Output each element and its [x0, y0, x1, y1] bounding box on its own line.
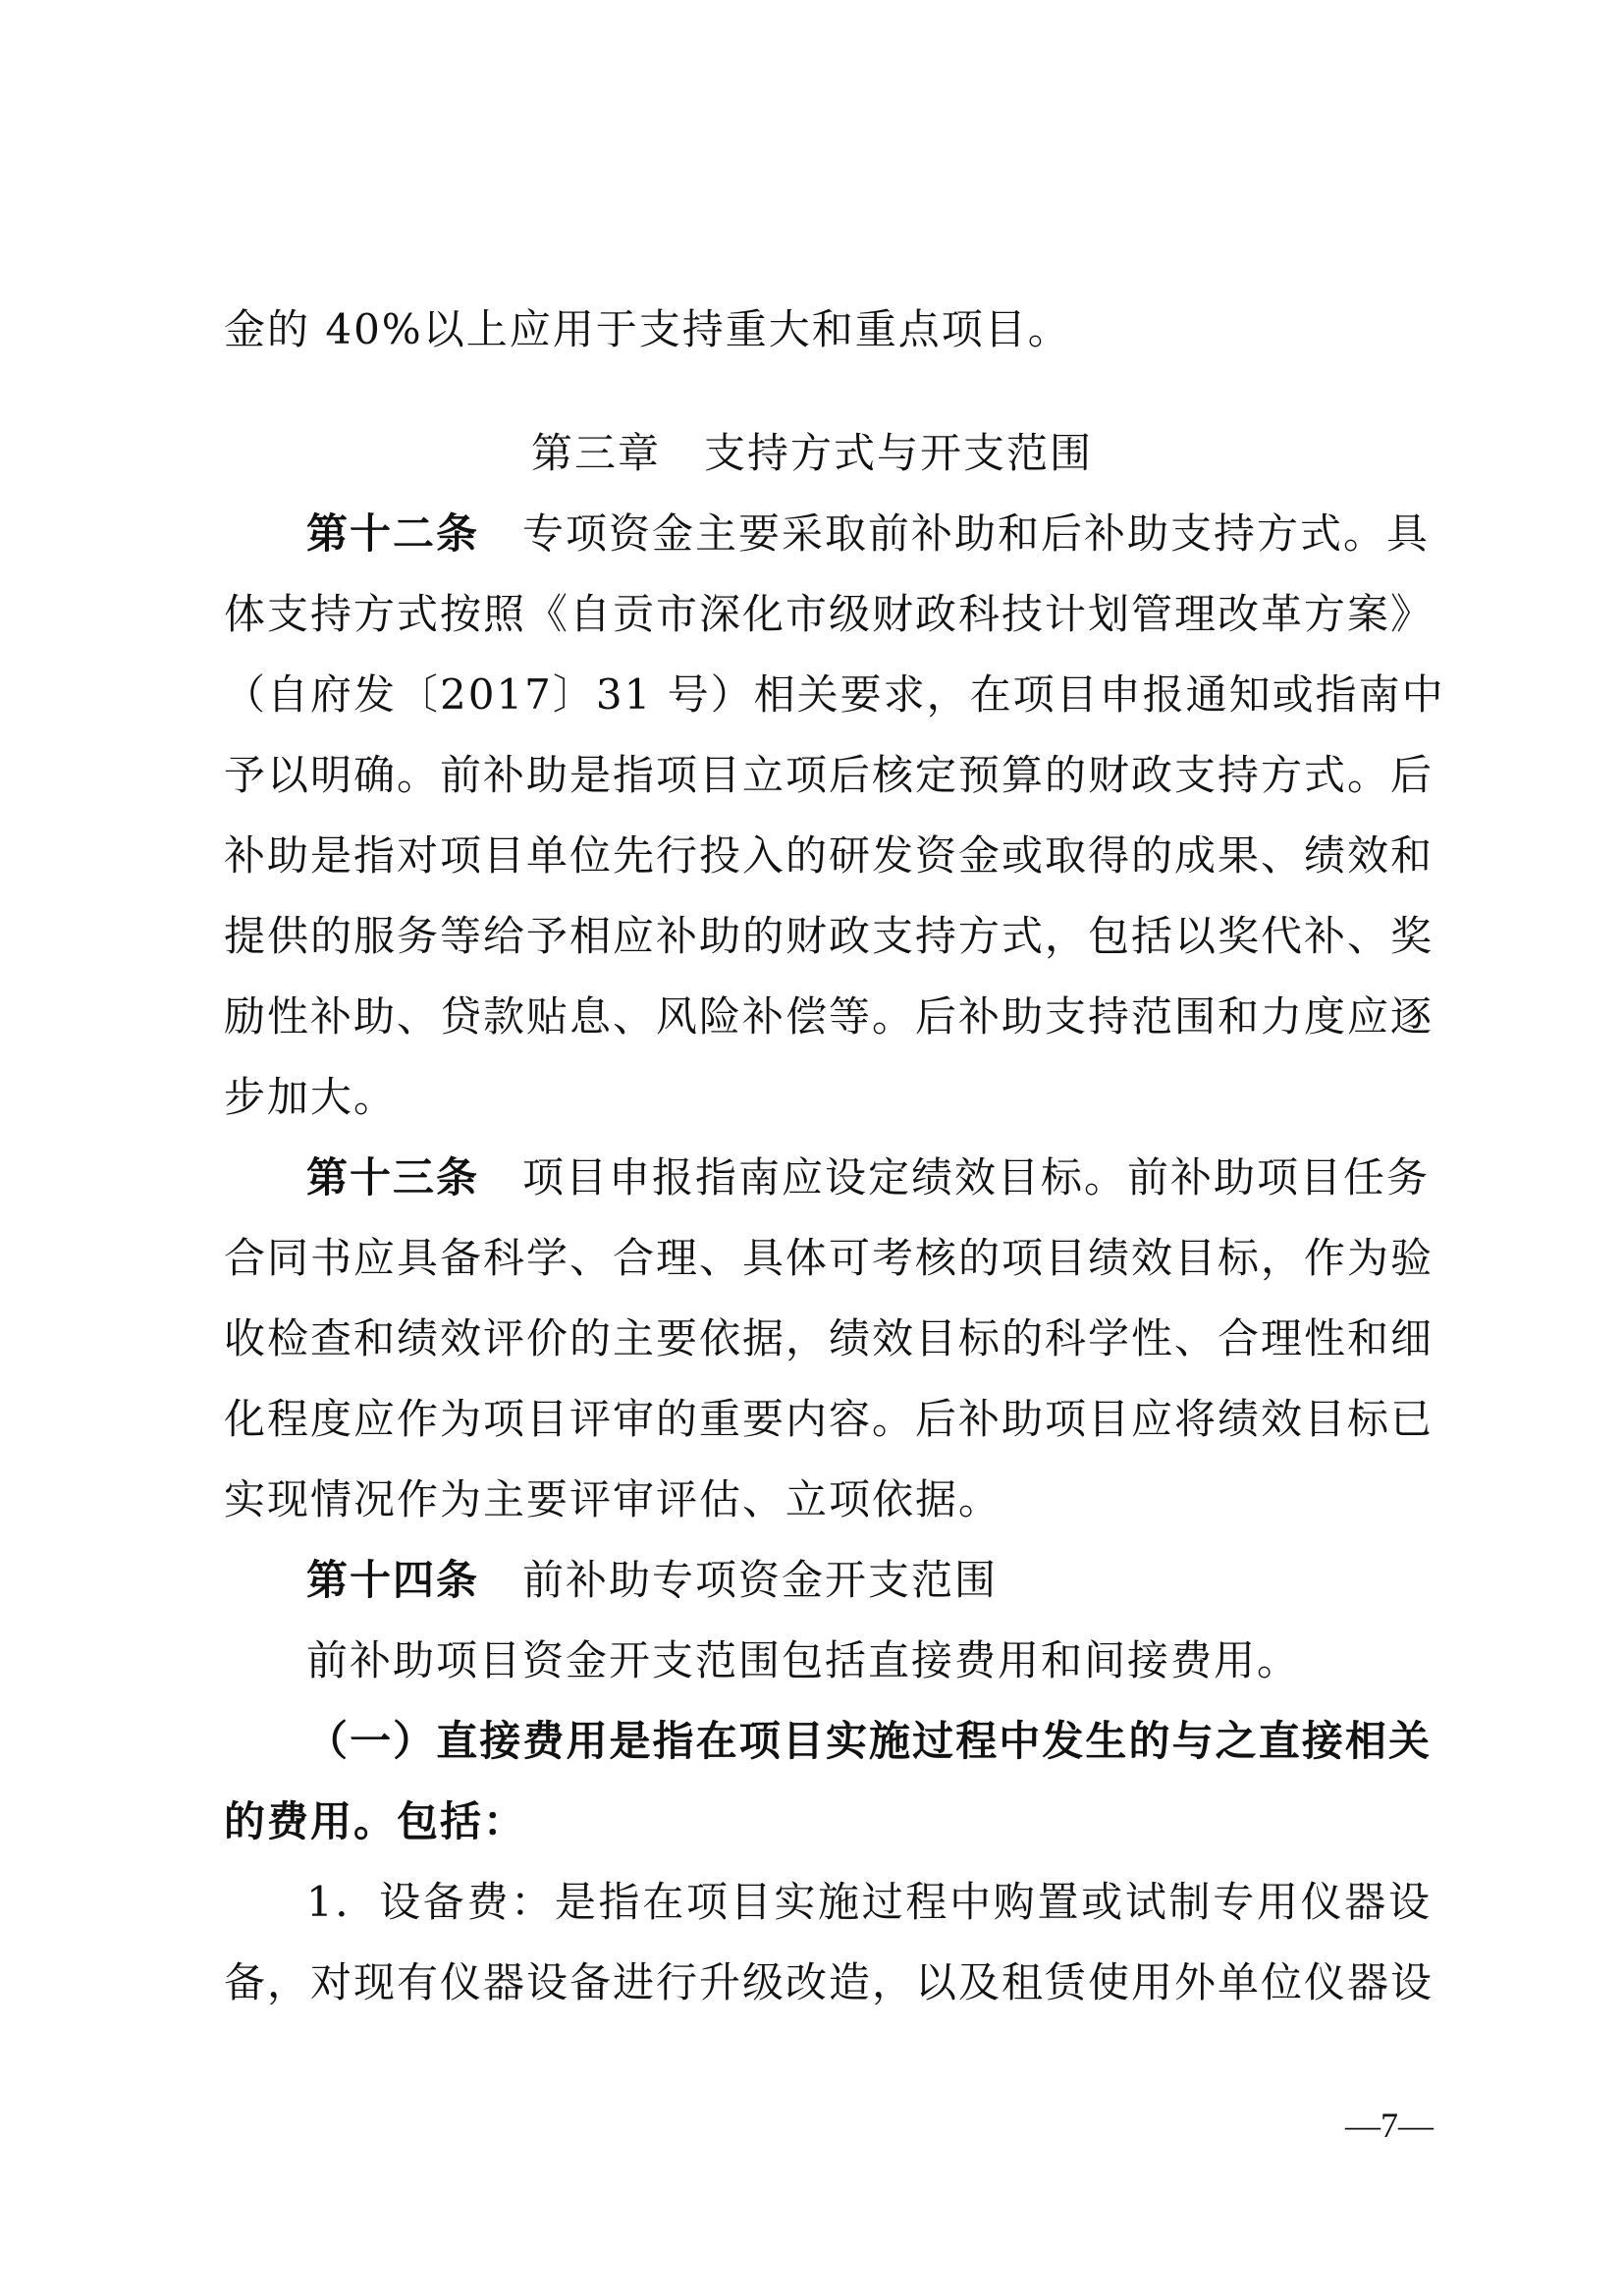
article-12-first-line	[306, 505, 1432, 563]
article-12-heading: 第十二条	[306, 509, 480, 558]
paragraph-line: 实现情况作为主要评审评估、立项依据。	[224, 1475, 1002, 1523]
paragraph-line: 金的 40%以上应用于支持重大和重点项目。	[224, 305, 1071, 353]
paragraph-line: 补助是指对项目单位先行投入的研发资金或取得的成果、绩效和	[224, 831, 1435, 880]
article-14-text: 前补助专项资金开支范围	[522, 1556, 999, 1604]
paragraph-line: 化程度应作为项目评审的重要内容。后补助项目应将绩效目标已	[224, 1395, 1435, 1443]
paragraph-line: 收检查和绩效评价的主要依据，绩效目标的科学性、合理性和细	[224, 1314, 1435, 1362]
page-number: —7—	[1345, 2106, 1434, 2145]
paragraph-line: 励性补助、贷款贴息、风险补偿等。后补助支持范围和力度应逐	[224, 992, 1435, 1041]
paragraph-line: 备，对现有仪器设备进行升级改造，以及租赁使用外单位仪器设	[224, 1958, 1435, 2006]
article-14-first-line	[306, 1551, 1432, 1610]
article-14-heading: 第十四条	[306, 1556, 480, 1604]
paragraph-line: （自府发〔2017〕31 号）相关要求，在项目申报通知或指南中	[224, 670, 1445, 719]
article-13-heading: 第十三条	[306, 1153, 480, 1201]
paragraph-line: 提供的服务等给予相应补助的财政支持方式，包括以奖代补、奖	[224, 912, 1435, 960]
paragraph-line: 体支持方式按照《自贡市深化市级财政科技计划管理改革方案》	[224, 590, 1435, 638]
paragraph-line: 合同书应具备科学、合理、具体可考核的项目绩效目标，作为验	[224, 1234, 1435, 1282]
article-13-first-line	[306, 1148, 1432, 1207]
article-13-text: 项目申报指南应设定绩效目标。前补助项目任务	[522, 1153, 1431, 1201]
subsection-heading-line: 的费用。包括：	[224, 1797, 527, 1845]
article-12-text: 专项资金主要采取前补助和后补助支持方式。具	[522, 509, 1431, 558]
list-item-line: 1．设备费：是指在项目实施过程中购置或试制专用仪器设	[306, 1878, 1432, 1926]
paragraph-line: 予以明确。前补助是指项目立项后核定预算的财政支持方式。后	[224, 751, 1435, 799]
paragraph-line: 前补助项目资金开支范围包括直接费用和间接费用。	[306, 1636, 1301, 1684]
chapter-heading: 第三章 支持方式与开支范围	[530, 429, 1093, 477]
subsection-heading-line: （一）直接费用是指在项目实施过程中发生的与之直接相关	[306, 1717, 1432, 1765]
paragraph-line: 步加大。	[224, 1073, 398, 1121]
